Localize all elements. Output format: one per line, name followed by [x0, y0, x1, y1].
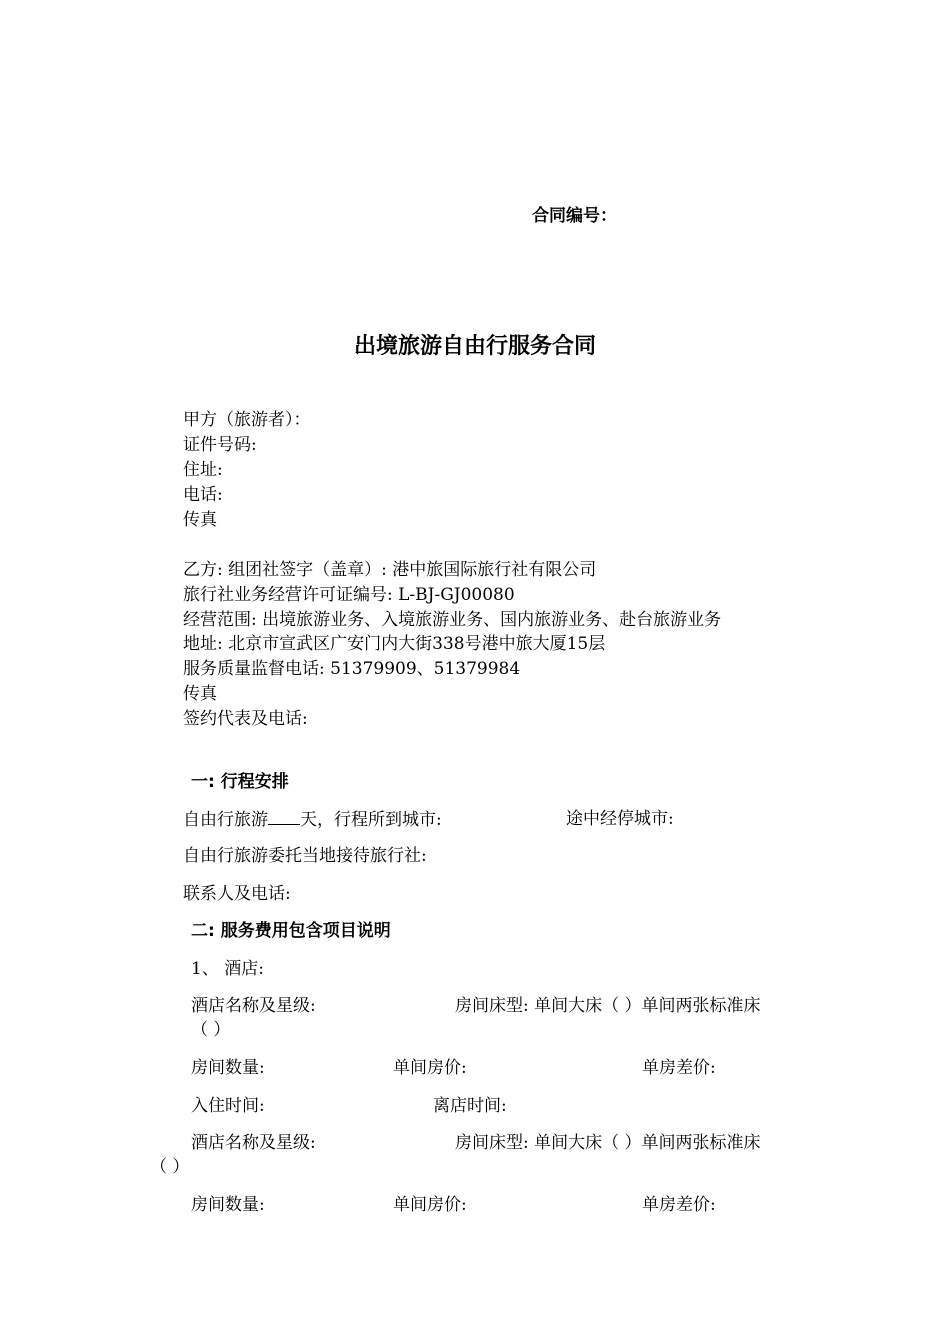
days-suffix: 天，行程所到城市: — [300, 810, 442, 830]
room-type-label: 房间床型: 单间大床（ ）单间两张标准床 — [455, 996, 761, 1016]
item-1-hotel: 1、 酒店: — [191, 959, 264, 979]
party-a-phone-label: 电话: — [183, 485, 223, 505]
days-prefix: 自由行旅游 — [183, 810, 268, 830]
section-2-heading: 二: 服务费用包含项目说明 — [191, 921, 391, 941]
party-a-address-label: 住址: — [183, 460, 223, 480]
single-supplement-label: 单房差价: — [642, 1058, 716, 1078]
checkout-label: 离店时间: — [433, 1096, 507, 1116]
party-b-fax-label: 传真 — [183, 684, 217, 704]
days-blank — [268, 808, 300, 825]
days-line — [183, 808, 442, 831]
party-b-line: 乙方: 组团社签字（盖章）: 港中旅国际旅行社有限公司 — [183, 560, 597, 580]
party-a-name-label: 甲方（旅游者）： — [183, 410, 311, 430]
party-a-id-label: 证件号码: — [183, 435, 257, 455]
checkin-label: 入住时间: — [191, 1096, 265, 1116]
contract-number-label: 合同编号： — [532, 206, 617, 226]
room-type-cont: （ ） — [191, 1020, 231, 1040]
room-type-label-2: 房间床型: 单间大床（ ）单间两张标准床 — [455, 1133, 761, 1153]
room-count-label: 房间数量: — [191, 1058, 265, 1078]
room-type-cont-2: （ ） — [150, 1157, 190, 1177]
room-count-label-2: 房间数量: — [191, 1195, 265, 1215]
room-price-label: 单间房价: — [393, 1058, 467, 1078]
party-b-rep-label: 签约代表及电话: — [183, 709, 308, 729]
hotel-name-label-2: 酒店名称及星级: — [191, 1133, 316, 1153]
room-price-label-2: 单间房价: — [393, 1195, 467, 1215]
party-b-address: 地址: 北京市宣武区广安门内大街338号港中旅大厦15层 — [183, 634, 606, 654]
contact-label: 联系人及电话: — [183, 884, 291, 904]
party-b-supervision-phone: 服务质量监督电话: 51379909、51379984 — [183, 659, 521, 679]
party-b-scope: 经营范围: 出境旅游业务、入境旅游业务、国内旅游业务、赴台旅游业务 — [183, 610, 722, 630]
document-title: 出境旅游自由行服务合同 — [353, 334, 596, 359]
party-b-license: 旅行社业务经营许可证编号: L-BJ-GJ00080 — [183, 585, 515, 605]
hotel-name-label: 酒店名称及星级: — [191, 996, 316, 1016]
party-a-fax-label: 传真 — [183, 510, 217, 530]
transit-city-label: 途中经停城市: — [566, 809, 674, 829]
section-1-heading: 一: 行程安排 — [191, 772, 289, 792]
single-supplement-label-2: 单房差价: — [642, 1195, 716, 1215]
local-agency-label: 自由行旅游委托当地接待旅行社: — [183, 846, 427, 866]
